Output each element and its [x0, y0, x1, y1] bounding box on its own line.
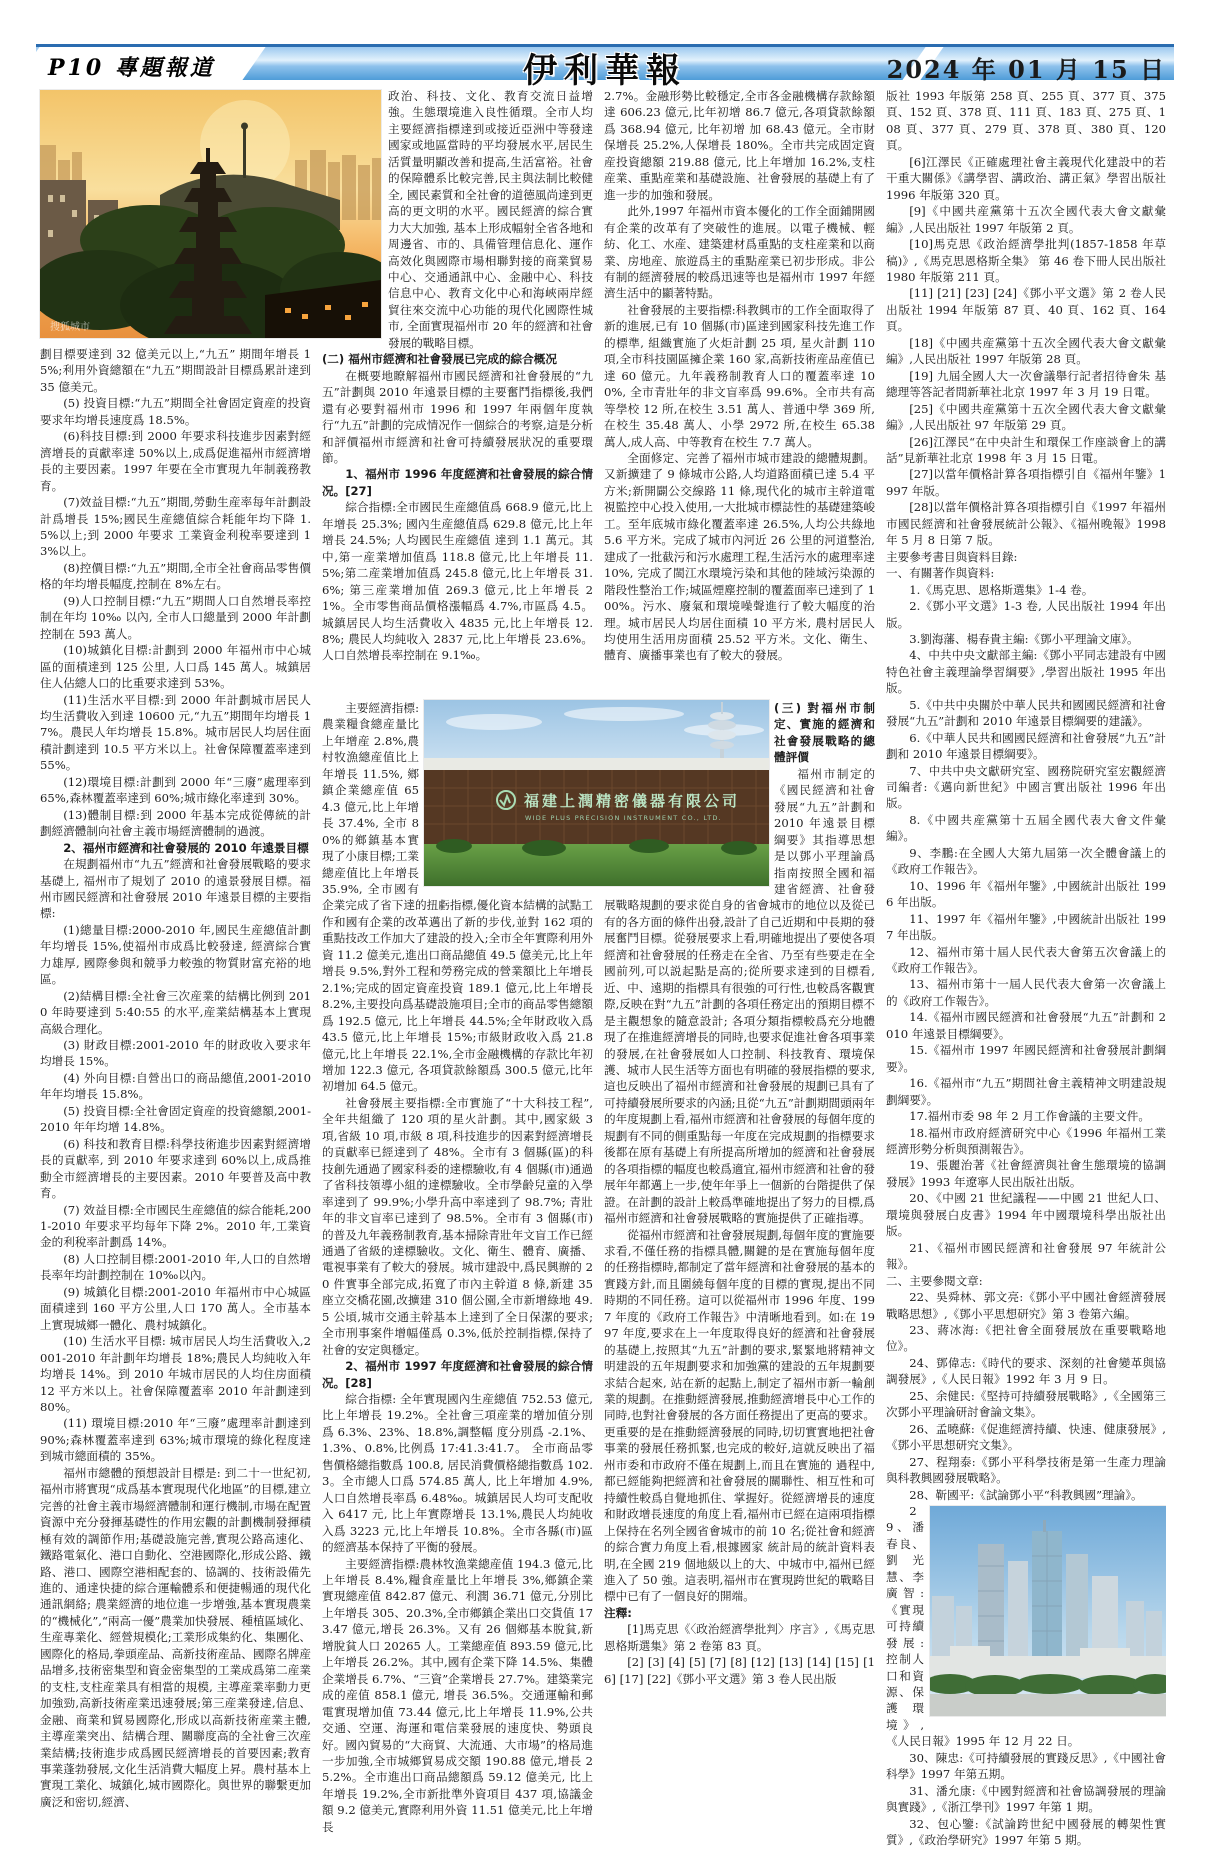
paragraph: 1.《馬克思、恩格斯選集》1-4 卷。: [909, 582, 1094, 597]
paragraph: (7)效益目標:“九五”期間,勞動生産率每年計劃設計爲增長 15%;國民生産總值綜合耗能年均下降 1.5%以上;到 2000 年要求 工業資金利稅率要達到 13%以上。: [40, 495, 311, 559]
paragraph: 社會發展的主要指標:科教興市的工作全面取得了新的進展,已有 10 個縣(市)區達到國家科技先進工作的標準, 組織實施了火炬計劃 25 項, 星火計劃 110 項,全市科技園區擁企業 160 家,高新技術産品産值已達 60 億元。九年義務制教育人口的覆蓋率達 100%, 全市青壯年的非文盲率爲 99.6%。全市共有高等學校 12 所,在校生 3.51 萬人、普通中學 369 所,在校生 35.48 萬人、小學 2972 所,在校生 65.38 萬人,成人高、中等教育在校生 7.7 萬人。: [604, 302, 875, 449]
paragraph: 22、吳舜林、郭文亮:《鄧小平中國社會經濟發展戰略思想》,《鄧小平思想研究》第 3 卷第六編。: [886, 1290, 1166, 1321]
paragraph: [18]《中國共産黨第十五次全國代表大會文獻彙編》,人民出版社 1997 年版第 28 頁。: [886, 335, 1166, 367]
issue-date: 2024 年 01 月 15 日: [886, 55, 1166, 84]
paragraph: [6]江澤民《正確處理社會主義現代化建設中的若干重大關係》《講學習、講政治、講正氣》學習出版社 1996 年版第 320 頁。: [886, 154, 1166, 202]
paragraph: (8) 人口控制目標:2001-2010 年,人口的自然增長率年均計劃控制在 10‰以內。: [40, 1251, 311, 1283]
paragraph: [1]馬克思《〈政治經濟學批判〉序言》,《馬克思恩格斯選集》第 2 卷第 83 頁。: [604, 1622, 875, 1653]
subheading: 2、福州市 1997 年度經濟和社會發展的綜合情况。[28]: [322, 1359, 593, 1390]
column-1: [40, 88, 311, 1848]
paragraph: 31、潘允康:《中國對經濟和社會協調發展的理論與實踐》,《浙江學刊》1997 年第 1 期。: [886, 1783, 1166, 1815]
paragraph: 19、張麗治著《社會經濟與社會生態環境的協調發展》1993 年遼寧人民出版社出版。: [886, 1158, 1166, 1189]
paragraph: (6)科技目標:到 2000 年要求科技進步因素對經濟增長的貢獻率達 50%以上,成爲促進福州市經濟增長的主要因素。1997 年要在全市實現九年制義務教育。: [40, 429, 311, 493]
paragraph: 綜合指標: 全年實現國內生産總值 752.53 億元,比上年增長 19.2%。全社會三項産業的增加值分別爲 6.3%、23%、18.8%,調整幅 度分別爲 -2.1%、1.3%、0.8%,比例爲 17:41.3:41.7。 全市商品零售價格總指數爲 100.8, 居民消費價格總指數爲 102.3。全市總人口爲 574.85 萬人, 比上年增加 4.9%,人口自然增長率爲 6.48‰。城鎮居民人均可支配收入 6417 元, 比上年實際增長 13.1%,農民人均純收 入爲 3223 元,比上年增長 10.8%。全市各縣(市)區的經濟基本保持了平衡的發展。: [322, 1392, 593, 1555]
paragraph: 24、鄧偉志:《時代的要求、深刻的社會變革與協調發展》,《人民日報》1992 年 3 月 9 日。: [886, 1355, 1166, 1387]
paragraph: 29、潘春良、劉光慧、李廣智:《實現可持續發展:控制人口和資源、保護環境》,《人民日報》1995 年 12 月 22 日。: [886, 1503, 1080, 1749]
paragraph: (12)環境目標:計劃到 2000 年“三廢”處理率到 65%,森林覆蓋率達到 60%;城市綠化率達到 30%。: [40, 774, 311, 806]
subheading: 注釋:: [604, 1605, 632, 1620]
paragraph: 30、陳忠:《可持續發展的實踐反思》,《中國社會科學》1997 年第五期。: [886, 1750, 1166, 1782]
paragraph: (6) 科技和教育目標:科學技術進步因素對經濟增長的貢獻率, 到 2010 年要求達到 60%以上,成爲推動全市經濟增長的主要因素。2010 年要普及高中教育。: [40, 1136, 311, 1201]
paragraph: 5.《中共中央關於中華人民共和國國民經濟和社會發展“九五”計劃和 2010 年遠景目標綱要的建議》。: [886, 697, 1166, 729]
paragraph: 25、余健民:《堅持可持續發展戰略》,《全國第三次鄧小平理論研討會論文集》。: [886, 1388, 1166, 1420]
paragraph: 版社 1993 年版第 258 頁、255 頁、377 頁、375 頁、152 頁、378 頁、111 頁、183 頁、275 頁、108 頁、377 頁、279 頁、378 頁、380 頁、120 頁。: [886, 89, 1166, 153]
lawn: [424, 844, 769, 886]
paragraph: 17.福州市委 98 年 2 月工作會議的主要文件。: [909, 1109, 1150, 1124]
paragraph: [9]《中國共産黨第十五次全國代表大會文獻彙編》,人民出版社 1997 年版第 2 頁。: [886, 204, 1166, 235]
paragraph: (2)結構目標:全社會三次産業的結構比例到 2010 年時要達到 5:40:55 的水平,産業結構基本上實現高級合理化。: [40, 988, 311, 1036]
paragraph: (13)體制目標:到 2000 年基本完成從傳統的計劃經濟體制向社會主義市場經濟體制的過渡。: [40, 807, 311, 839]
paragraph: 主要經濟指標:農業糧食總産量比上年增産 2.8%,農村牧漁總産值比上年增長 11.5%, 鄉鎮企業總産值 654.3 億元,比上年增長 37.4%, 全市 80%的鄉鎮基本實現了小康目標;工業總産值比上年增長 35.9%, 全市國有企業完成了省下達的扭虧指標,優化資本結構的試點工作和國有企業的改革邁出了新的步伐,並對 162 項的重點技改工作加大了建設的投入;全市全年實際利用外資 11.2 億美元,進出口商品總值 49.5 億美元,比上年增長 9.5%,對外工程和勞務完成的營業額比上年增長 2.1%;完成的固定資産投資 189.1 億元,比上年增長 8.2%,主要投向爲基礎設施項目;全市的商品零售總額爲 192.5 億元, 比上年增長 44.5%;全年財政收入爲 43.5 億元,比上年增長 15%;市級財政收入爲 21.8 億元,比上年增長 22.1%,全市金融機構的存款比年初增加 122.3 億元, 各項貸款餘額爲 300.5 億元,比年初增加 64.5 億元。: [322, 701, 593, 1094]
paragraph: 28、靳國平:《試論鄧小平“科教興國”理論》。: [909, 1487, 1143, 1502]
header-banner: [36, 44, 1174, 91]
paragraph: 福州市制定的《國民經濟和社會發展“九五”計劃和 2010 年遠景目標綱要》其指導思想是以鄧小平理論爲指南按照全國和福建省經濟、社會發展戰略規劃的要求從自身的省會城市的地位以及從已有的各方面的條件出發,設計了自己近期和中長期的發展奮鬥目標。從發展要求上看,明確地提出了要使各項經濟和社會發展的任務走在全省、乃至有些要走在全國前列,可以説起點是高的;從所要求達到的目標看,近、中、遠期的指標具有很強的可行性,也較爲客觀實際,反映在對“九五”計劃的各項任務定出的預期目標不是主觀想象的隨意設計; 各項分類指標較爲充分地體現了在推進經濟增長的同時,也要求促進社會各項事業的發展,在社會發展如人口控制、科技教育、環境保護、城市人民生活等方面也有明確的發展指標的要求,這也反映出了福州市經濟和社會發展的規劃已具有了可持續發展所要求的內涵;且從“九五”計劃期間頭兩年的年度規劃上看,福州市經濟和社會發展的每個年度的規劃有不同的側重點每一年度在完成規劃的指標要求後都在原有基礎上有所提高所增加的經濟和社會發展的各項指標的幅度也較爲適宜,福州市經濟和社會的發展年年都邁上一步,使年年爭上一個新的台階提供了保證。在計劃的設計上較爲準確地提出了努力的目標,爲福州市經濟和社會發展戰略的實施提供了正確指導。: [604, 766, 875, 1226]
road: [930, 1694, 1166, 1716]
paragraph: 3.劉海藩、楊春貴主編:《鄧小平理論文庫》。: [909, 631, 1139, 646]
column-1-text: [40, 346, 311, 1810]
paragraph: 10、1996 年《福州年鑒》,中國統計出版社 1996 年出版。: [886, 878, 1166, 910]
paragraph: 二、主要參閱文章:: [886, 1273, 983, 1288]
paragraph: [25]《中國共産黨第十五次全國代表大會文獻彙編》,人民出版社 97 年版第 29 頁。: [886, 401, 1166, 433]
paragraph: 一、有關著作與資料:: [886, 566, 995, 581]
paragraph: (10) 生活水平目標: 城市居民人均生活費收入,2001-2010 年計劃年均增長 18%;農民人均純收入年均增長 14%。到 2010 年城市居民的人均住房面積 12 平方米以上。社會保障覆蓋率 2010 年計劃達到 80%。: [40, 1334, 311, 1414]
paragraph: 7、中共中央文獻研究室、國務院研究室宏觀經濟司編者:《邁向新世紀》中國言實出版社 1996 年出版。: [886, 763, 1166, 811]
photo-watermark: 搜狐城市: [50, 322, 90, 333]
paragraph: 在規劃福州市“九五”經濟和社會發展戰略的要求基礎上, 福州市了規划了 2010 的遠景發展目標。福州市國民經濟和社會發展 2010 年遠景目標的主要指標:: [40, 857, 311, 921]
building-roofline: [424, 758, 769, 770]
paragraph: 政治、科技、文化、教育交流日益增強。生態環境進入良性循環。全市人均主要經濟指標達到或接近亞洲中等發達國家或地區當時的平均發展水平,居民生活質量明顯改善和提高,生活富裕。社會的保障體系比較完善,民主與法制比較健全, 國民素質和全社會的道德風尚達到更高的更文明的水平。國民經濟的綜合實力大大加強, 基本上形成幅射全省各地和周邊省、市的、具備管理信息化、運作高效化與國際市場相聯對接的商業貿易中心、交通通訊中心、金融中心、科技信息中心、教育文化中心和海峽兩岸經貿往來交流中心功能的現代化國際性城市, 全面實現福州市 20 年的經濟和社會發展的戰略目標。: [388, 89, 593, 350]
skyline-photo: [930, 1506, 1166, 1716]
column-3: [604, 88, 875, 1848]
paragraph: 21、《福州市國民經濟和社會發展 97 年統計公報》。: [886, 1240, 1166, 1272]
paragraph: (3) 財政目標:2001-2010 年的財政收入要求年均增長 15%。: [40, 1038, 311, 1069]
paragraph: 從福州市經濟和社會發展規劃,每個年度的實施要求看,不僅任務的指標具體,關鍵的是在實施每個年度的任務指標時,都制定了當年經濟和社會發展的基本的實踐方針,而且圍繞每個年度的目標的實現,提出不同時期的不同任務。這可以從福州市 1996 年度、1997 年度的《政府工作報告》中清晰地看到。如:在 1997 年度,要求在上一年度取得良好的經濟和社會發展的基礎上,按照其“九五”計劃的要求,緊緊地將精神文明建設的五年規劃要求和加強黨的建設的五年規劃要求結合起來, 站在新的起點上,制定了福州市新一輪創業的規劃。在推動經濟發展,推動經濟增長中心工作的同時,也對社會發展的各方面任務提出了更高的要求。更重要的是在推動經濟發展的同時,切切實實地把社會事業的發展任務抓緊,也完成的較好,這就反映出了福州市委和市政府不僅在規劃上,而且在實施的 過程中, 都已經能夠把經濟和社會發展的關聯性、相互性和可持續性較爲自覺地抓住、掌握好。從經濟增長的速度和財政增長速度的角度上看,福州市已經在這兩項指標上保持在名列全國省會城市的前 10 名;從社會和經濟的綜合實力角度上看,根據國家 統計局的統計資料表明,在全國 219 個地級以上的大、中城市中,福州已經進入了 50 強。這表明,福州市在實現跨世紀的戰略目標中已有了一個良好的開端。: [604, 1227, 875, 1604]
paragraph: 此外,1997 年福州市資本優化的工作全面鋪開國有企業的改革有了突破性的進展。以電子機械、輕紡、化工、水産、建築建材爲重點的支柱産業和以商業、房地産、旅遊爲主的重點産業已初步形成。非公有制的經濟發展的較爲迅速等也是福州市 1997 年經濟生活中的顯著特點。: [604, 204, 875, 301]
paragraph: 全面修定、完善了福州市城市建設的總體規劃。又新擴建了 9 條城市公路,人均道路面積已達 5.4 平方米;新開闢公交線路 11 條,現代化的城市主幹道電視監控中心投入使用,一大批城市標誌性的基礎建築峻工。至年底城市綠化覆蓋率達 26.5%,人均公共綠地 5.6 平方米。完成了城市內河近 26 公里的河道整治,建成了一批截污和污水處理工程,生活污水的處理率達 10%, 完成了閩江水環境污染和其他的陸域污染源的階段性整治工作;城區煙塵控制的覆蓋面率已達到了 100%。污水、廢氣和環境噪聲進行了較大幅度的治理。城市居民人均居住面積 10 平方米, 農村居民人均使用生活用房面積 25.52 平方米。文化、衛生、體育、廣播事業也有了較大的發展。: [604, 450, 875, 663]
paragraph: (4) 外向目標:自營出口的商品總值,2001-2010 年年均增長 15.8%。: [40, 1070, 311, 1102]
paragraph: 20、《中國 21 世紀議程——中國 21 世紀人口、環境與發展白皮書》1994 年中國環境科學出版社出版。: [886, 1191, 1166, 1239]
pagoda-photo-art: [40, 90, 381, 338]
paragraph: [11] [21] [23] [24]《鄧小平文選》第 2 卷人民出版社 1994 年版第 87 頁、40 頁、162 頁、164 頁。: [886, 286, 1166, 334]
paragraph: (9) 城鎮化目標:2001-2010 年福州市中心城區面積達到 160 平方公里,人口 170 萬人。全市基本上實現城鄉一體化、農村城鎮化。: [40, 1284, 311, 1332]
paragraph: (11)生活水平目標:到 2000 年計劃城市居民人均生活費收入到達 10600 元,“九五”期間年均增長 17%。農民人年均增長 15.8%。城市居民人均居住面積計劃達到 10.5 平方米以上。社會保障覆蓋率達到 55%。: [40, 692, 311, 773]
paragraph: 16.《福州市“九五”期間社會主義精神文明建設規劃綱要》。: [886, 1076, 1166, 1107]
paragraph: 社會發展主要指標:全市實施了“十大科技工程”,全年共組織了 120 項的星火計劃。其中,國家級 3 項,省級 10 項,市級 8 項,科技進步的因素對經濟增長的貢獻率已經達到了 48%。全市有 3 個縣(區)的科技創先通過了國家科委的達標驗收,有 4 個縣(市)通過了省科技領導小組的達標驗收。全市學齡兒童的入學率達到了 99.9%;小學升高中率達到了 98.7%; 青壯年的非文盲率已達到了 98.5%。全市有 3 個縣(市)的普及九年義務制教育,基本掃除青壯年文盲工作已經通過了省級的達標驗收。文化、衛生、體育、廣播、電視事業有了較大的發展。城市建設中,爲民興辦的 20 件實事全部完成,拓寬了市內主幹道 8 條,新建 35 座立交橋花園,改擴建 310 個公園,全市新增綠地 49.5 公頃,城市交通主幹基本上達到了全日保潔的要求;全市刑事案件增幅僅爲 0.3%,低於控制指標,保持了社會的安定與穩定。: [322, 1095, 593, 1357]
paragraph: [2] [3] [4] [5] [7] [8] [12] [13] [14] [15] [16] [17] [22]《鄧小平文選》第 3 卷人民出版: [604, 1655, 875, 1686]
paragraph: (9)人口控制目標:“九五”期間人口自然增長率控制在年均 10‰ 以內, 全市人口總量到 2000 年計劃控制在 593 萬人。: [40, 593, 311, 641]
paragraph: [10]馬克思《政治經濟學批判(1857-1858 年草稿)》,《馬克思恩格斯全集》 第 46 卷下冊人民出版社 1980 年版第 211 頁。: [886, 237, 1166, 284]
factory-sign-english: WIDE PLUS PRECISION INSTRUMENT CO., LTD.: [525, 814, 722, 822]
column-2: [322, 88, 593, 1848]
page-number-label: P10 專題報道: [48, 55, 215, 81]
paragraph: 在概要地瞭解福州市國民經濟和社會發展的“九五”計劃與 2010 年遠景目標的主要奮鬥指標後,我們還有必要對福州市 1996 和 1997 年兩個年度執行“九五”計劃的完成情况作一個綜合的考察,這是分析和評價福州市經濟和社會可持續發展狀况的重要環節。: [322, 368, 593, 465]
paragraph: [27]以當年價格計算各項指標引自《福州年鑒》1997 年版。: [886, 467, 1166, 498]
subheading: 1、福州市 1996 年度經濟和社會發展的綜合情况。[27]: [322, 467, 593, 498]
paragraph: (5) 投資目標:全社會固定資産的投資總額,2001-2010 年年均增 14.8%。: [40, 1103, 311, 1135]
masthead-title: 伊利華報: [523, 51, 687, 91]
paragraph: 主要參考書目與資料目錄:: [886, 549, 1018, 564]
paragraph: (11) 環境目標:2010 年“三廢”處理率計劃達到 90%;森林覆蓋率達到 63%;城市環境的綠化程度達到城市總面積的 35%。: [40, 1416, 311, 1464]
paragraph: 劃目標要達到 32 億美元以上,“九五” 期間年增長 15%;利用外資總額在“九五”期間設計目標爲累計達到 35 億美元。: [40, 347, 311, 394]
column-3-text-upper: [604, 88, 875, 700]
subheading: (三) 對福州市制定、實施的經濟和社會發展戰略的總體評價: [774, 701, 875, 765]
paragraph: 13、福州市第十一屆人民代表大會第一次會議上的《政府工作報告》。: [886, 977, 1166, 1008]
column-4: [886, 88, 1166, 1848]
paragraph: 福州市總體的預想設計目標是: 到二十一世紀初,福州市將實現“成爲基本實現現代化地區”的目標,建立完善的社會主義市場經濟體制和運行機制,市場在配置資源中充分發揮基礎性的作用宏觀的計劃機制發揮積極有效的調節作用;基礎設施完善,實現公路高速化、鐵路電氣化、港口自動化、空港國際化,形成公路、鐵路、港口、國際空港相配套的、協調的、技術設備先進的、通達快捷的綜合運輸體系和便捷暢通的現代化通訊網絡; 農業經濟的地位進一步增強,基本實現農業的“機械化”,“兩高一優”農業加快發展、種植區域化、生産專業化、經營規模化;工業形成集約化、集團化、國際化的格局,拳頭産品、高新技術産品、國際名牌産品增多,技術密集型和資金密集型的工業成爲第二産業的支柱,支柱産業具有相當的規模, 主導産業率動力更加強勁,高新技術産業迅速發展;第三産業發達,信息、金融、商業和貿易國際化,形成以高新技術産業主體,主導産業突出、結構合理、關聯度高的全社會三次産業結構;技術進步成爲國民經濟增長的首要因素;教育事業蓬勃發展,文化生活消費大幅度上昇。農村基本上實現工業化、城鎮化,城市國際化。與世界的聯繫更加廣泛和密切,經濟、: [40, 1465, 311, 1809]
paragraph: 14.《福州市國民經濟和社會發展“九五”計劃和 2010 年遠景目標綱要》。: [886, 1010, 1166, 1041]
skyline-photo-art: [930, 1506, 1166, 1716]
paragraph: 15.《福州市 1997 年國民經濟和社會發展計劃綱要》。: [886, 1043, 1166, 1074]
paragraph: 32、包心鑒:《試論跨世紀中國發展的轉架性實質》,《政治學研究》1997 年第 5 期。: [886, 1816, 1166, 1848]
pagoda-photo: [40, 90, 381, 338]
paragraph: [28]以當年價格計算各項指標引自《1997 年福州市國民經濟和社會發展統計公報》、《福州晚報》1998 年 5 月 8 日第 7 版。: [886, 500, 1166, 548]
paragraph: 4、中共中央文獻部主編:《鄧小平同志建設有中國特色社會主義理論學習綱要》,學習出版社 1995 年出版。: [886, 648, 1166, 696]
paragraph: 8.《中國共産黨第十五屆全國代表大會文件彙編》。: [886, 812, 1166, 844]
paragraph: 12、福州市第十屆人民代表大會第五次會議上的《政府工作報告》。: [886, 944, 1166, 976]
paragraph: (7) 效益目標:全市國民生産總值的綜合能耗,2001-2010 年要求平均每年下降 2%。2010 年,工業資金的利稅率計劃爲 14%。: [40, 1202, 311, 1250]
paragraph: (10)城鎮化目標:計劃到 2000 年福州市中心城區的面積達到 125 公里, 人口爲 145 萬人。城鎮居住人佔總人口的比重要求達到 53%。: [40, 643, 311, 691]
paragraph: 18.福州市政府經濟研究中心《1996 年福州工業經濟形勢分析與預測報告》。: [886, 1125, 1166, 1156]
paragraph: 26、孟曉蘇:《促進經濟持續、快速、健康發展》,《鄧小平思想研究文集》。: [886, 1421, 1166, 1453]
paragraph: [19] 九屆全國人大一次會議舉行記者招待會朱 基總理等答記者問新華社北京 1997 年 3 月 19 日電。: [886, 368, 1166, 400]
paragraph: 27、程翔泰:《鄧小平科學技術是第一生產力理論與科教興國發展戰略》。: [886, 1454, 1166, 1486]
subheading: (二) 福州市經濟和社會發展已完成的綜合概况: [322, 352, 557, 367]
paragraph: 主要經濟指標:農林牧漁業總産值 194.3 億元,比上年增長 8.4%,糧食産量比上年增長 3%,鄉鎮企業實現總産值 842.87 億元、利潤 36.71 億元,分別比上年增長 305、20.3%,全市鄉鎮企業出口交貨值 173.47 億元,增長 26.3%。又有 26 個鄉基本脫貧,新增脫貧人口 20265 人。工業總産值 893.59 億元,比上年增長 26.2%。其中,國有企業下降 14.5%、集體企業增長 6.7%、“三資”企業增長 27.7%。建築業完成的産值 858.1 億元, 增長 36.5%。交通運輸和郵電實現增加值 73.44 億元,比上年增長 11.9%,公共交通、空運、海運和電信業發展的速度快、勢頭良好。國內貿易的“大商貿、大流通、大市場”的格局進一步加強,全市城鄉貿易成交額 190.88 億元,增長 25.2%。全市進出口商品總額爲 59.12 億美元, 比上年增長 19.2%,全市新批準外資項目 437 項,協議金額 9.2 億美元,實際利用外資 11.51 億美元,比上年增長: [322, 1556, 593, 1834]
factory-photo: [424, 700, 769, 886]
paragraph: (1)總量目標:2000-2010 年,國民生産總值計劃年均增長 15%,使福州市成爲比較發達, 經濟綜合實力雄厚, 國際參與和競爭力較強的物質財富充裕的地區。: [40, 922, 311, 987]
paragraph: 11、1997 年《福州年鑒》,中國統計出版社 1997 年出版。: [886, 911, 1166, 943]
paragraph: [26]江澤民“在中央計生和環保工作座談會上的講話”見新華社北京 1998 年 3 月 15 日電。: [886, 434, 1166, 465]
paragraph: 23、蔣冰海:《把社會全面發展放在重要戰略地位》。: [886, 1322, 1166, 1354]
paragraph: (8)控價目標:“九五”期間,全市全社會商品零售價格的年均增長幅度,控制在 8%左右。: [40, 560, 311, 592]
paragraph: 9、李鵬:在全國人大第九屆第一次全體會議上的《政府工作報告》。: [886, 845, 1166, 877]
paragraph: 2.《鄧小平文選》1-3 卷, 人民出版社 1994 年出版。: [886, 599, 1166, 630]
paragraph: 2.7%。金融形勢比較穩定,全市各金融機構存款餘額達 606.23 億元,比年初增 86.7 億元,各項貸款餘額爲 368.94 億元, 比年初增 加 68.43 億元。全市財保增長 25.2%,人保增長 180%。全市共完成固定資産投資總額 219.88 億元, 比上年增加 16.2%,支柱産業、重點産業和基礎設施、社會發展的基礎上有了進一步的加強和發展。: [604, 89, 875, 202]
paragraph: 6.《中華人民共和國國民經濟和社會發展“九五”計劃和 2010 年遠景目標綱要》。: [886, 730, 1166, 762]
paragraph: 綜合指標:全市國民生産總值爲 668.9 億元,比上年增長 25.3%; 國內生産總值爲 629.8 億元,比上年增長 24.5%; 人均國民生産總值 達到 1.1 萬元。其中,第一産業增加值爲 118.8 億元,比上年增長 11.5%;第二産業增加值爲 245.8 億元,比上年增長 31.6%; 第三産業增加值 269.3 億元,比上年增長 21%。全市零售商品價格漲幅爲 4.7%,市區爲 4.5。城鎮居民人均生活費收入 4835 元,比上年增長 12.8%; 農民人均純收入 2837 元,比上年增長 23.6%。人口自然增長率控制在 9.1‰。: [322, 500, 593, 663]
factory-photo-art: [424, 700, 769, 886]
subheading: 2、福州市經濟和社會發展的 2010 年遠景目標: [63, 840, 309, 855]
paragraph: (5) 投資目標:“九五”期間全社會固定資産的投資要求年均增長速度爲 18.5%。: [40, 396, 311, 427]
factory-sign-chinese: 福建上潤精密儀器有限公司: [524, 792, 741, 810]
column-4-text-upper: [886, 88, 1166, 1503]
